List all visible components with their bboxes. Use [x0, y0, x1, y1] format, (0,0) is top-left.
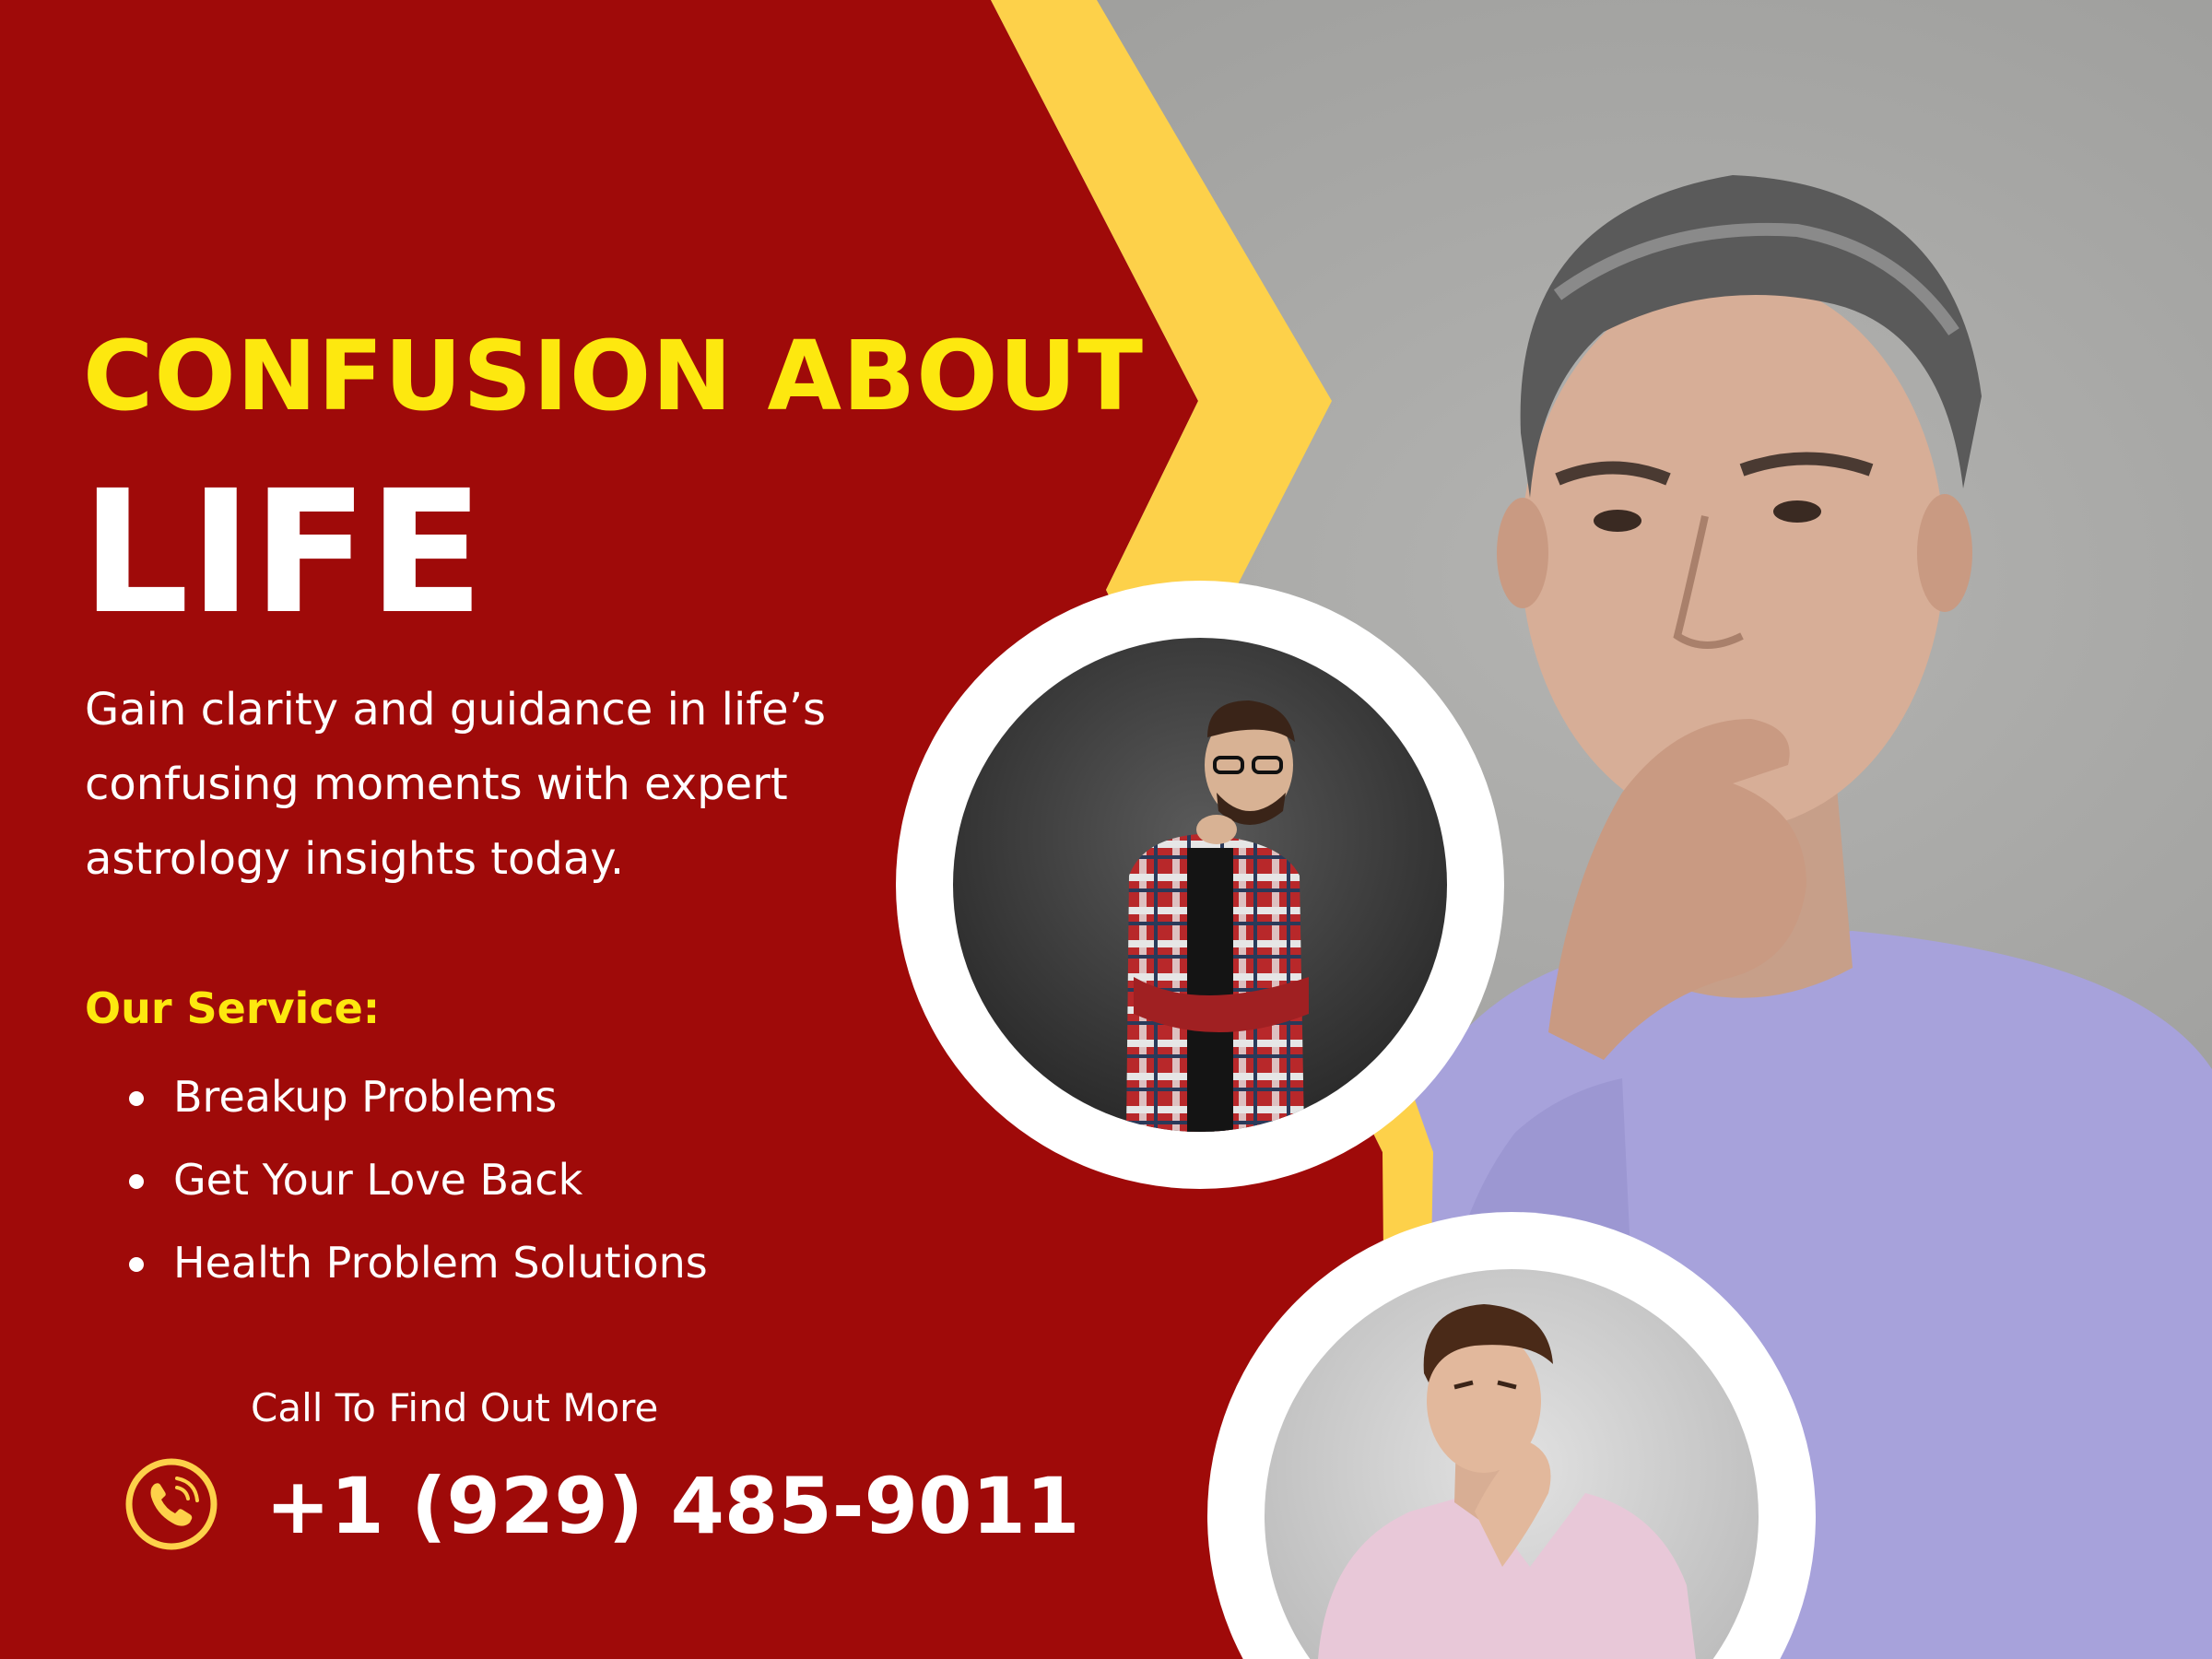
service-item-health — [125, 1235, 708, 1318]
service-list — [125, 1069, 708, 1318]
bullet-dot-icon — [129, 1091, 144, 1106]
service-item-label: Get Your Love Back — [173, 1155, 583, 1205]
phone-number[interactable]: +1 (929) 485-9011 — [265, 1461, 1080, 1551]
service-item-label: Health Problem Solutions — [173, 1238, 708, 1288]
service-item-love-back — [125, 1152, 708, 1235]
service-heading: Our Service: — [85, 983, 381, 1033]
phone-ringing-icon[interactable] — [124, 1456, 219, 1552]
service-item-breakup — [125, 1069, 708, 1152]
service-item-label: Breakup Problems — [173, 1072, 558, 1122]
headline-line-1: CONFUSION ABOUT — [83, 320, 1145, 432]
tagline: Gain clarity and guidance in life’s confusing moments with expert astrology insights today. — [85, 684, 826, 885]
bullet-dot-icon — [129, 1174, 144, 1189]
circle-photo-1 — [896, 581, 1504, 1189]
headline-line-2: LIFE — [81, 454, 485, 652]
bullet-dot-icon — [129, 1257, 144, 1272]
cta-text: Call To Find Out More — [251, 1385, 659, 1430]
